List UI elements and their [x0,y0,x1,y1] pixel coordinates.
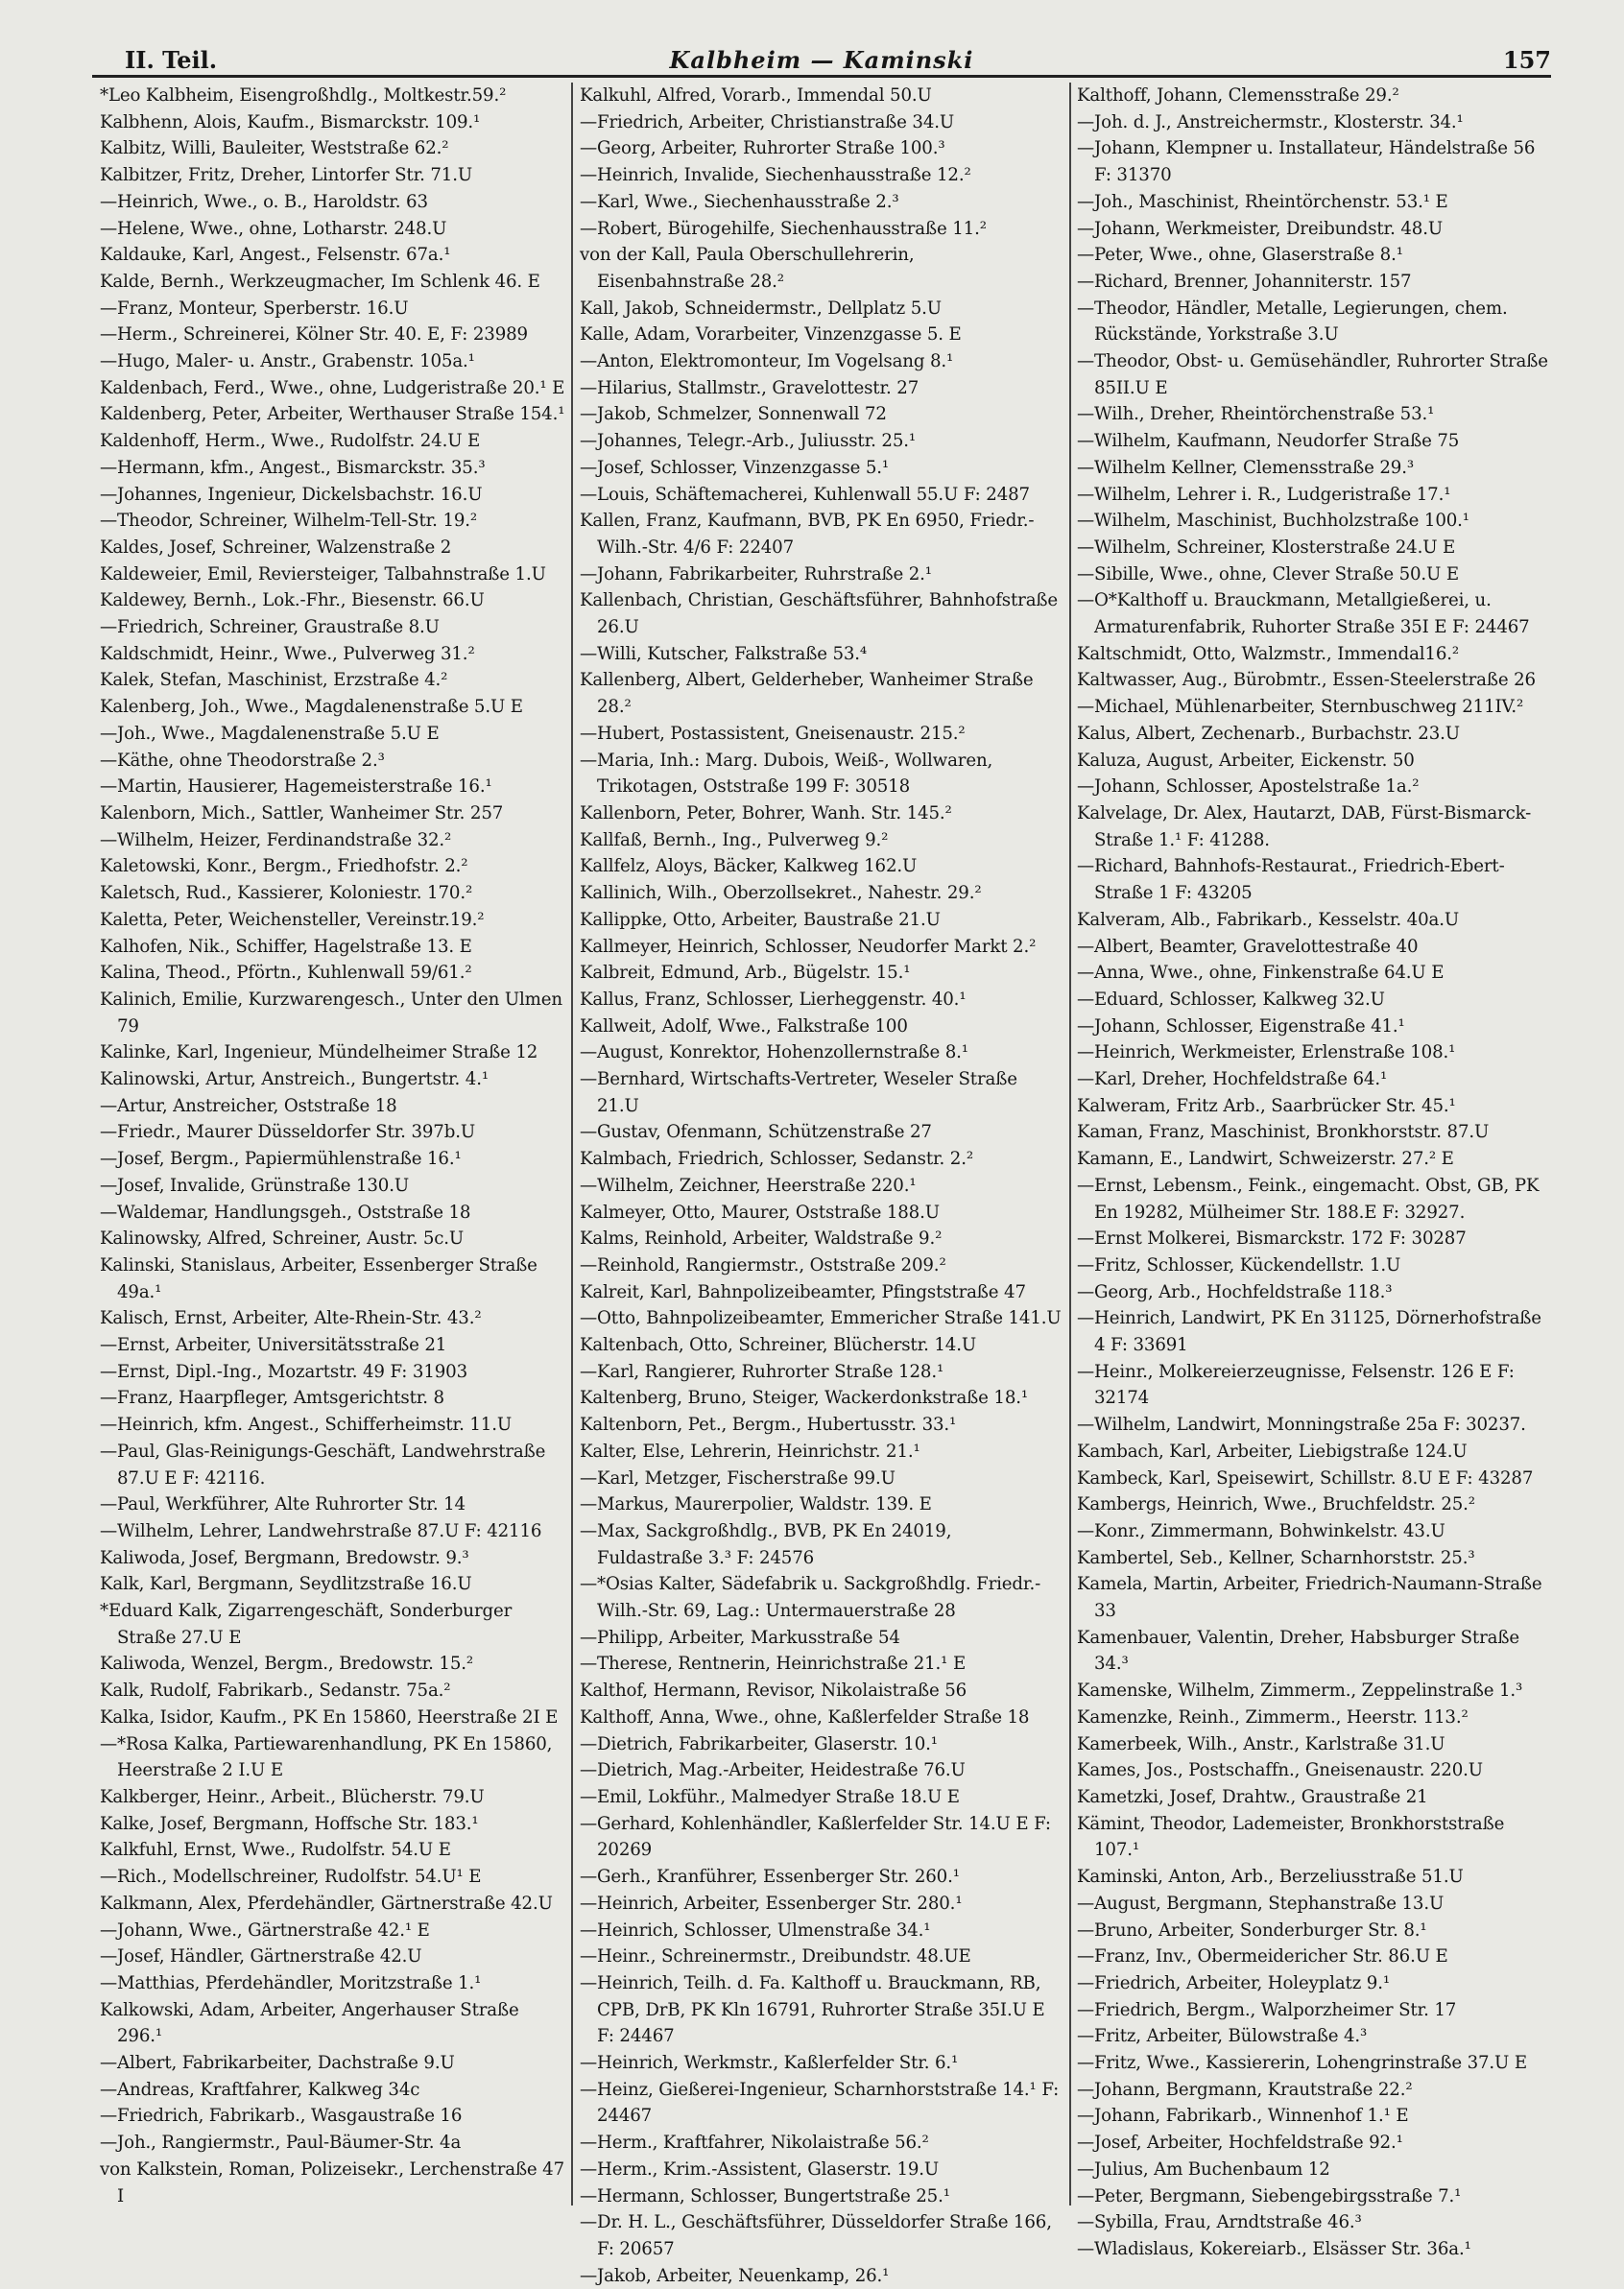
directory-entry: —Eduard, Schlosser, Kalkweg 32.U [1077,989,1385,1010]
directory-entry: Kalus, Albert, Zechenarb., Burbachstr. 23.U [1077,723,1460,744]
directory-entry: Kalthof, Hermann, Revisor, Nikolaistraße 56 [580,1681,967,1702]
directory-entry: —Friedrich, Arbeiter, Christianstraße 34.U [580,111,955,132]
directory-entry: —Karl, Wwe., Siechenhausstraße 2.³ [580,191,899,212]
directory-entry: —Wilhelm, Lehrer, Landwehrstraße 87.U F: 42116 [100,1520,542,1541]
directory-entry: —Fritz, Schlosser, Kückendellstr. 1.U [1077,1254,1401,1276]
directory-entry: Kaldewey, Bernh., Lok.-Fhr., Biesenstr. 66.U [100,590,485,611]
directory-entry: —Josef, Arbeiter, Hochfeldstraße 92.¹ [1077,2133,1403,2154]
directory-entry: Kallenborn, Peter, Bohrer, Wanh. Str. 145.² [580,802,952,823]
directory-entry: —Hilarius, Stallmstr., Gravelottestr. 27 [580,377,919,398]
directory-entry: —Josef, Bergm., Papiermühlenstraße 16.¹ [100,1149,462,1170]
directory-entry: —August, Bergmann, Stephanstraße 13.U [1077,1893,1445,1914]
directory-entry: Kaltwasser, Aug., Bürobmtr., Essen-Steelerstraße 26 [1077,670,1536,691]
directory-entry: —Heinrich, Schlosser, Ulmenstraße 34.¹ [580,1919,931,1941]
directory-entry: Kaldschmidt, Heinr., Wwe., Pulverweg 31.² [100,643,475,664]
directory-entry: Kaltenbach, Otto, Schreiner, Blücherstr. 14.U [580,1335,977,1356]
directory-entry: —Friedrich, Schreiner, Graustraße 8.U [100,617,440,638]
directory-entry: —Hermann, Schlosser, Bungertstraße 25.¹ [580,2185,950,2206]
directory-entry: —Friedrich, Bergm., Walporzheimer Str. 17 [1077,1999,1457,2020]
directory-entry: Kalinich, Emilie, Kurzwarengesch., Unter den Ulmen 79 [100,989,562,1037]
directory-entry: Kambeck, Karl, Speisewirt, Schillstr. 8.U E F: 43287 [1077,1467,1534,1489]
directory-entry: —Anna, Wwe., ohne, Finkenstraße 64.U E [1077,963,1445,984]
directory-entry: Kaletowski, Konr., Bergm., Friedhofstr. 2.² [100,856,468,877]
directory-entry: —Richard, Bahnhofs-Restaurat., Friedrich-Ebert-Straße 1 F: 43205 [1077,856,1505,904]
directory-entry: —Joh., Rangiermstr., Paul-Bäumer-Str. 4a [100,2133,462,2154]
directory-entry: Kalisch, Ernst, Arbeiter, Alte-Rhein-Str. 43.² [100,1308,482,1329]
directory-entry: Kaldenberg, Peter, Arbeiter, Werthauser Straße 154.¹ [100,404,565,425]
directory-entry: Kamerbeek, Wilh., Anstr., Karlstraße 31.U [1077,1733,1445,1754]
directory-entry: Kalkmann, Alex, Pferdehändler, Gärtnerstraße 42.U [100,1893,553,1914]
directory-entry: Kaltenberg, Bruno, Steiger, Wackerdonkstraße 18.¹ [580,1388,1029,1409]
header-rule [92,75,1551,78]
directory-entry: —Anton, Elektromonteur, Im Vogelsang 8.¹ [580,351,954,372]
directory-entry: Kalk, Rudolf, Fabrikarb., Sedanstr. 75a.² [100,1681,451,1702]
directory-entry: Kalinke, Karl, Ingenieur, Mündelheimer Straße 12 [100,1042,538,1063]
directory-entry: Kalhofen, Nik., Schiffer, Hagelstraße 13. E [100,936,472,957]
directory-entry: —Max, Sackgroßhdlg., BVB, PK En 24019, Fuldastraße 3.³ F: 24576 [580,1520,952,1568]
directory-entry: Kalms, Reinhold, Arbeiter, Waldstraße 9.² [580,1228,943,1250]
directory-entry: —Heinrich, Werkmstr., Kaßlerfelder Str. 6.¹ [580,2053,959,2074]
directory-entry: Kalmeyer, Otto, Maurer, Oststraße 188.U [580,1202,940,1223]
directory-entry: —Wilh., Dreher, Rheintörchenstraße 53.¹ [1077,404,1435,425]
directory-entry: —Dietrich, Fabrikarbeiter, Glaserstr. 10.¹ [580,1733,938,1754]
directory-entry: —Willi, Kutscher, Falkstraße 53.⁴ [580,643,868,664]
directory-entry: Kametzki, Josef, Drahtw., Graustraße 21 [1077,1787,1428,1807]
directory-entry: —Friedrich, Fabrikarb., Wasgaustraße 16 [100,2106,463,2127]
directory-entry: —Wilhelm, Zeichner, Heerstraße 220.¹ [580,1175,917,1196]
directory-entry: —Gerh., Kranführer, Essenberger Str. 260.¹ [580,1867,960,1888]
directory-entry: —Therese, Rentnerin, Heinrichstraße 21.¹ E [580,1654,967,1675]
directory-entry: —Ernst, Lebensm., Feink., eingemacht. Obst, GB, PK En 19282, Mülheimer Str. 188.E F: 32927. [1077,1175,1540,1223]
directory-entry: —Heinrich, Invalide, Siechenhausstraße 12.² [580,165,971,186]
directory-entry: —Ernst, Dipl.-Ing., Mozartstr. 49 F: 31903 [100,1361,468,1382]
directory-entry: —Maria, Inh.: Marg. Dubois, Weiß-, Wollwaren, Trikotagen, Oststraße 199 F: 30518 [580,750,993,798]
directory-entry: Kaman, Franz, Maschinist, Bronkhorststr. 87.U [1077,1122,1490,1143]
directory-entry: —Wladislaus, Kokereiarb., Elsässer Str. 36a.¹ [1077,2238,1471,2259]
directory-entry: —Helene, Wwe., ohne, Lotharstr. 248.U [100,218,447,239]
directory-entry: —Wilhelm, Lehrer i. R., Ludgeristraße 17.¹ [1077,484,1451,505]
directory-entry: Kaltschmidt, Otto, Walzmstr., Immendal16.² [1077,643,1460,664]
directory-entry: Kambach, Karl, Arbeiter, Liebigstraße 124.U [1077,1441,1468,1462]
directory-entry: Kalenborn, Mich., Sattler, Wanheimer Str. 257 [100,802,504,823]
directory-entry: Kalka, Isidor, Kaufm., PK En 15860, Heerstraße 2I E [100,1706,559,1728]
directory-entry: —Hermann, kfm., Angest., Bismarckstr. 35.³ [100,457,486,478]
directory-entry: —Julius, Am Buchenbaum 12 [1077,2158,1330,2180]
page-number: 157 [1502,46,1551,74]
directory-entry: —Käthe, ohne Theodorstraße 2.³ [100,750,385,771]
directory-entry: —Johann, Wwe., Gärtnerstraße 42.¹ E [100,1919,430,1941]
directory-entry: —Andreas, Kraftfahrer, Kalkweg 34c [100,2079,420,2100]
directory-entry: —Reinhold, Rangiermstr., Oststraße 209.² [580,1254,946,1276]
directory-entry: —Karl, Rangierer, Ruhrorter Straße 128.¹ [580,1361,944,1382]
directory-entry: Kaltenborn, Pet., Bergm., Hubertusstr. 33.¹ [580,1415,957,1436]
directory-entry: —Theodor, Händler, Metalle, Legierungen, chem. Rückstände, Yorkstraße 3.U [1077,298,1508,346]
directory-entry: —Ernst Molkerei, Bismarckstr. 172 F: 30287 [1077,1228,1467,1250]
directory-entry: —Paul, Glas-Reinigungs-Geschäft, Landwehrstraße 87.U E F: 42116. [100,1441,546,1489]
directory-entry: —*Rosa Kalka, Partiewarenhandlung, PK En 15860, Heerstraße 2 I.U E [100,1733,553,1781]
directory-entry: Kames, Jos., Postschaffn., Gneisenaustr. 220.U [1077,1760,1483,1781]
directory-entry: Kalbitz, Willi, Bauleiter, Weststraße 62.² [100,138,449,159]
directory-entry: Kallenbach, Christian, Geschäftsführer, Bahnhofstraße 26.U [580,590,1058,638]
directory-entry: —Peter, Wwe., ohne, Glaserstraße 8.¹ [1077,245,1403,266]
directory-entry: —Heinrich, Werkmeister, Erlenstraße 108.¹ [1077,1042,1456,1063]
name-range: Kalbheim — Kaminski [669,46,974,74]
directory-entry: Kalreit, Karl, Bahnpolizeibeamter, Pfingststraße 47 [580,1281,1026,1302]
directory-entry: —Johann, Schlosser, Eigenstraße 41.¹ [1077,1015,1405,1037]
directory-entry: —Josef, Schlosser, Vinzenzgasse 5.¹ [580,457,890,478]
directory-entry: —Johann, Fabrikarbeiter, Ruhrstraße 2.¹ [580,563,932,584]
directory-entry: —Artur, Anstreicher, Oststraße 18 [100,1095,397,1116]
directory-entry: Kallus, Franz, Schlosser, Lierheggenstr. 40.¹ [580,989,967,1010]
directory-entry: Kalbitzer, Fritz, Dreher, Lintorfer Str. 71.U [100,165,473,186]
directory-entry: Kalkfuhl, Ernst, Wwe., Rudolfstr. 54.U E [100,1840,451,1861]
directory-entry: —Jakob, Schmelzer, Sonnenwall 72 [580,404,887,425]
directory-entry: Kallippke, Otto, Arbeiter, Baustraße 21.U [580,909,941,930]
directory-entry: Kalkberger, Heinr., Arbeit., Blücherstr. 79.U [100,1787,485,1807]
directory-entry: —Karl, Dreher, Hochfeldstraße 64.¹ [1077,1069,1388,1090]
directory-entry: —Paul, Werkführer, Alte Ruhrorter Str. 14 [100,1494,466,1515]
directory-entry: Kalke, Josef, Bergmann, Hoffsche Str. 183.¹ [100,1813,479,1834]
directory-entry: —Gustav, Ofenmann, Schützenstraße 27 [580,1122,932,1143]
directory-entry: Kalbreit, Edmund, Arb., Bügelstr. 15.¹ [580,963,911,984]
directory-entry: Kalina, Theod., Pförtn., Kuhlenwall 59/61.² [100,963,472,984]
column-2 [580,83,1062,2286]
directory-entry: —Heinr., Schreinermstr., Dreibundstr. 48.UE [580,1946,971,1967]
column-divider [1069,83,1071,2206]
directory-entry: —Waldemar, Handlungsgeh., Oststraße 18 [100,1202,471,1223]
directory-entry: Kalmbach, Friedrich, Schlosser, Sedanstr. 2.² [580,1149,973,1170]
directory-entry: Kallfaß, Bernh., Ing., Pulverweg 9.² [580,829,889,850]
directory-entry: —Ernst, Arbeiter, Universitätsstraße 21 [100,1335,447,1356]
column-divider [571,83,573,2206]
directory-entry: Kalle, Adam, Vorarbeiter, Vinzenzgasse 5. E [580,324,962,346]
directory-entry: —Hubert, Postassistent, Gneisenaustr. 215.² [580,723,966,744]
directory-entry: —Peter, Bergmann, Siebengebirgsstraße 7.¹ [1077,2185,1462,2206]
directory-entry: Kall, Jakob, Schneidermstr., Dellplatz 5.U [580,298,942,319]
directory-entry: —Emil, Lokführ., Malmedyer Straße 18.U E [580,1787,960,1807]
directory-entry: *Eduard Kalk, Zigarrengeschäft, Sonderburger Straße 27.U E [100,1601,513,1648]
directory-entry: Kämint, Theodor, Lademeister, Bronkhorststraße 107.¹ [1077,1813,1505,1861]
directory-entry: —Jakob, Arbeiter, Neuenkamp, 26.¹ [580,2265,890,2286]
directory-entry: Kalthoff, Johann, Clemensstraße 29.² [1077,85,1399,106]
directory-entry: Kallfelz, Aloys, Bäcker, Kalkweg 162.U [580,856,918,877]
directory-entry: von Kalkstein, Roman, Polizeisekr., Lerchenstraße 47 I [100,2158,565,2206]
directory-entry: —Johannes, Ingenieur, Dickelsbachstr. 16.U [100,484,483,505]
directory-entry: —Heinrich, Arbeiter, Essenberger Str. 280.¹ [580,1893,963,1914]
directory-entry: von der Kall, Paula Oberschullehrerin, Eisenbahnstraße 28.² [580,245,915,292]
directory-entry: Kalweram, Fritz Arb., Saarbrücker Str. 45.¹ [1077,1095,1456,1116]
directory-entry: —Johann, Fabrikarb., Winnenhof 1.¹ E [1077,2106,1409,2127]
directory-entry: —Karl, Metzger, Fischerstraße 99.U [580,1467,896,1489]
directory-entry: Kamenske, Wilhelm, Zimmerm., Zeppelinstraße 1.³ [1077,1681,1523,1702]
directory-entry: —Wilhelm, Maschinist, Buchholzstraße 100.¹ [1077,511,1469,532]
directory-entry: Kalter, Else, Lehrerin, Heinrichstr. 21.¹ [580,1441,920,1462]
directory-entry: Kalvelage, Dr. Alex, Hautarzt, DAB, Fürst-Bismarck-Straße 1.¹ F: 41288. [1077,802,1532,850]
directory-entry: Kallweit, Adolf, Wwe., Falkstraße 100 [580,1015,908,1037]
directory-entry: —Heinrich, Teilh. d. Fa. Kalthoff u. Brauckmann, RB, CPB, DrB, PK Kln 16791, Ruhrorter Straße 35I.U E F: 24467 [580,1972,1045,2047]
directory-entry: —Theodor, Obst- u. Gemüsehändler, Ruhrorter Straße 85II.U E [1077,351,1548,398]
directory-entry: —Rich., Modellschreiner, Rudolfstr. 54.U¹ E [100,1867,482,1888]
directory-entry: —Wilhelm, Schreiner, Klosterstraße 24.U E [1077,536,1456,558]
directory-entry: —Bruno, Arbeiter, Sonderburger Str. 8.¹ [1077,1919,1427,1941]
directory-entry: Kaliwoda, Josef, Bergmann, Bredowstr. 9.³ [100,1547,469,1568]
directory-entry: Kaldes, Josef, Schreiner, Walzenstraße 2 [100,536,452,558]
directory-entry: —Albert, Fabrikarbeiter, Dachstraße 9.U [100,2053,455,2074]
directory-entry: Kalthoff, Anna, Wwe., ohne, Kaßlerfelder Straße 18 [580,1706,1030,1728]
directory-entry: Kalveram, Alb., Fabrikarb., Kesselstr. 40a.U [1077,909,1459,930]
directory-entry: —Franz, Haarpfleger, Amtsgerichtstr. 8 [100,1388,444,1409]
directory-entry: —Herm., Schreinerei, Kölner Str. 40. E, F: 23989 [100,324,528,346]
directory-entry: —Friedrich, Arbeiter, Holeyplatz 9.¹ [1077,1972,1390,1993]
directory-entry: —Louis, Schäftemacherei, Kuhlenwall 55.U F: 2487 [580,484,1030,505]
directory-entry: Kaletta, Peter, Weichensteller, Vereinstr.19.² [100,909,485,930]
directory-entry: —Johannes, Telegr.-Arb., Juliusstr. 25.¹ [580,431,917,452]
directory-entry: —Heinrich, kfm. Angest., Schifferheimstr. 11.U [100,1415,513,1436]
directory-entry: —Heinrich, Wwe., o. B., Haroldstr. 63 [100,191,428,212]
directory-entry: —Philipp, Arbeiter, Markusstraße 54 [580,1627,900,1648]
directory-entry: —Joh., Wwe., Magdalenenstraße 5.U E [100,723,440,744]
directory-entry: —Sibille, Wwe., ohne, Clever Straße 50.U E [1077,563,1459,584]
directory-entry: Kalinski, Stanislaus, Arbeiter, Essenberger Straße 49a.¹ [100,1254,537,1302]
directory-entry: Kallmeyer, Heinrich, Schlosser, Neudorfer Markt 2.² [580,936,1037,957]
directory-entry: Kaminski, Anton, Arb., Berzeliusstraße 51.U [1077,1867,1464,1888]
directory-entry: Kamenbauer, Valentin, Dreher, Habsburger Straße 34.³ [1077,1627,1519,1675]
directory-entry: —Richard, Brenner, Johanniterstr. 157 [1077,271,1412,292]
directory-entry: —Wilhelm, Heizer, Ferdinandstraße 32.² [100,829,452,850]
directory-entry: Kalinowski, Artur, Anstreich., Bungertstr. 4.¹ [100,1069,489,1090]
directory-entry: —Dr. H. L., Geschäftsführer, Düsseldorfer Straße 166, F: 20657 [580,2212,1052,2259]
directory-entry: Kaletsch, Rud., Kassierer, Koloniestr. 170.² [100,883,473,904]
directory-entry: Kamenzke, Reinh., Zimmerm., Heerstr. 113.² [1077,1706,1469,1728]
directory-entry: Kalinowsky, Alfred, Schreiner, Austr. 5c.U [100,1228,465,1250]
directory-entry: —Georg, Arb., Hochfeldstraße 118.³ [1077,1281,1393,1302]
directory-entry: —O*Kalthoff u. Brauckmann, Metallgießerei, u. Armaturenfabrik, Ruhorter Straße 35I E F: 24467 [1077,590,1530,638]
directory-entry: —Joh., Maschinist, Rheintörchenstr. 53.¹ E [1077,191,1448,212]
directory-entry: Kamela, Martin, Arbeiter, Friedrich-Naumann-Straße 33 [1077,1574,1542,1622]
directory-entry: Kaldenbach, Ferd., Wwe., ohne, Ludgeristraße 20.¹ E [100,377,565,398]
directory-entry: —Josef, Händler, Gärtnerstraße 42.U [100,1946,422,1967]
directory-entry: —Franz, Inv., Obermeidericher Str. 86.U E [1077,1946,1448,1967]
directory-entry: —Joh. d. J., Anstreichermstr., Klosterstr. 34.¹ [1077,111,1464,132]
directory-entry: Kambergs, Heinrich, Wwe., Bruchfeldstr. 25.² [1077,1494,1475,1515]
directory-entry: —Franz, Monteur, Sperberstr. 16.U [100,298,409,319]
directory-entry: Kalkowski, Adam, Arbeiter, Angerhauser Straße 296.¹ [100,1999,519,2047]
directory-entry: —Otto, Bahnpolizeibeamter, Emmericher Straße 141.U [580,1308,1062,1329]
directory-entry: —Markus, Maurerpolier, Waldstr. 139. E [580,1494,932,1515]
directory-entry: —Friedr., Maurer Düsseldorfer Str. 397b.U [100,1122,476,1143]
column-3 [1077,83,1553,2259]
directory-entry: Kambertel, Seb., Kellner, Scharnhorststr. 25.³ [1077,1547,1475,1568]
directory-entry: —Matthias, Pferdehändler, Moritzstraße 1.¹ [100,1972,482,1993]
directory-entry: —Michael, Mühlenarbeiter, Sternbuschweg 211IV.² [1077,697,1524,718]
directory-entry: —Josef, Invalide, Grünstraße 130.U [100,1175,410,1196]
directory-entry: —Johann, Klempner u. Installateur, Händelstraße 56 F: 31370 [1077,138,1536,186]
directory-entry: —*Osias Kalter, Sädefabrik u. Sackgroßhdlg. Friedr.-Wilh.-Str. 69, Lag.: Untermauerstraße 28 [580,1574,1041,1622]
directory-entry: —Konr., Zimmermann, Bohwinkelstr. 43.U [1077,1520,1445,1541]
directory-entry: —Wilhelm, Kaufmann, Neudorfer Straße 75 [1077,431,1460,452]
directory-entry: Kaluza, August, Arbeiter, Eickenstr. 50 [1077,750,1415,771]
directory-entry: —Johann, Bergmann, Krautstraße 22.² [1077,2079,1413,2100]
directory-entry: Kaldeweier, Emil, Reviersteiger, Talbahnstraße 1.U [100,563,546,584]
column-1 [100,83,565,2221]
directory-entry: Kalenberg, Joh., Wwe., Magdalenenstraße 5.U E [100,697,523,718]
directory-entry: —Heinz, Gießerei-Ingenieur, Scharnhorststraße 14.¹ F: 24467 [580,2079,1060,2127]
directory-entry: Kaliwoda, Wenzel, Bergm., Bredowstr. 15.² [100,1654,474,1675]
directory-entry: Kamann, E., Landwirt, Schweizerstr. 27.² E [1077,1149,1454,1170]
directory-entry: —Hugo, Maler- u. Anstr., Grabenstr. 105a.¹ [100,351,475,372]
directory-entry: Kalbhenn, Alois, Kaufm., Bismarckstr. 109.¹ [100,111,481,132]
directory-entry: —Georg, Arbeiter, Ruhrorter Straße 100.³ [580,138,945,159]
directory-entry: —Johann, Werkmeister, Dreibundstr. 48.U [1077,218,1444,239]
directory-entry: —Wilhelm Kellner, Clemensstraße 29.³ [1077,457,1414,478]
directory-entry: —Heinr., Molkereierzeugnisse, Felsenstr. 126 E F: 32174 [1077,1361,1515,1409]
directory-entry: —Martin, Hausierer, Hagemeisterstraße 16.¹ [100,776,492,798]
directory-entry: —Wilhelm, Landwirt, Monningstraße 25a F: 30237. [1077,1415,1526,1436]
directory-entry: —Heinrich, Landwirt, PK En 31125, Dörnerhofstraße 4 F: 33691 [1077,1308,1541,1356]
directory-entry: Kallenberg, Albert, Gelderheber, Wanheimer Straße 28.² [580,670,1034,718]
directory-entry: Kalk, Karl, Bergmann, Seydlitzstraße 16.U [100,1574,472,1595]
directory-entry: Kalkuhl, Alfred, Vorarb., Immendal 50.U [580,85,932,106]
directory-entry: —Dietrich, Mag.-Arbeiter, Heidestraße 76.U [580,1760,966,1781]
directory-entry: —Albert, Beamter, Gravelottestraße 40 [1077,936,1419,957]
directory-entry: Kaldenhoff, Herm., Wwe., Rudolfstr. 24.U E [100,431,481,452]
directory-entry: —Fritz, Wwe., Kassiererin, Lohengrinstraße 37.U E [1077,2053,1527,2074]
directory-entry: —August, Konrektor, Hohenzollernstraße 8.¹ [580,1042,968,1063]
directory-entry: —Herm., Kraftfahrer, Nikolaistraße 56.² [580,2133,929,2154]
directory-entry: Kalde, Bernh., Werkzeugmacher, Im Schlenk 46. E [100,271,540,292]
section-label: II. Teil. [125,46,218,74]
directory-entry: Kaldauke, Karl, Angest., Felsenstr. 67a.¹ [100,245,451,266]
directory-entry: —Gerhard, Kohlenhändler, Kaßlerfelder Str. 14.U E F: 20269 [580,1813,1051,1861]
directory-entry: —Herm., Krim.-Assistent, Glaserstr. 19.U [580,2158,940,2180]
directory-entry: Kallinich, Wilh., Oberzollsekret., Nahestr. 29.² [580,883,982,904]
directory-entry: —Fritz, Arbeiter, Bülowstraße 4.³ [1077,2026,1368,2047]
directory-entry: —Sybilla, Frau, Arndtstraße 46.³ [1077,2212,1362,2233]
directory-entry: *Leo Kalbheim, Eisengroßhdlg., Moltkestr.59.² [100,85,507,106]
directory-entry: —Theodor, Schreiner, Wilhelm-Tell-Str. 19.² [100,511,478,532]
directory-entry: Kallen, Franz, Kaufmann, BVB, PK En 6950, Friedr.-Wilh.-Str. 4/6 F: 22407 [580,511,1035,558]
directory-entry: —Johann, Schlosser, Apostelstraße 1a.² [1077,776,1420,798]
page-header [92,42,1551,77]
directory-entry: —Bernhard, Wirtschafts-Vertreter, Weseler Straße 21.U [580,1069,1017,1116]
directory-entry: —Robert, Bürogehilfe, Siechenhausstraße 11.² [580,218,987,239]
directory-entry: Kalek, Stefan, Maschinist, Erzstraße 4.² [100,670,448,691]
